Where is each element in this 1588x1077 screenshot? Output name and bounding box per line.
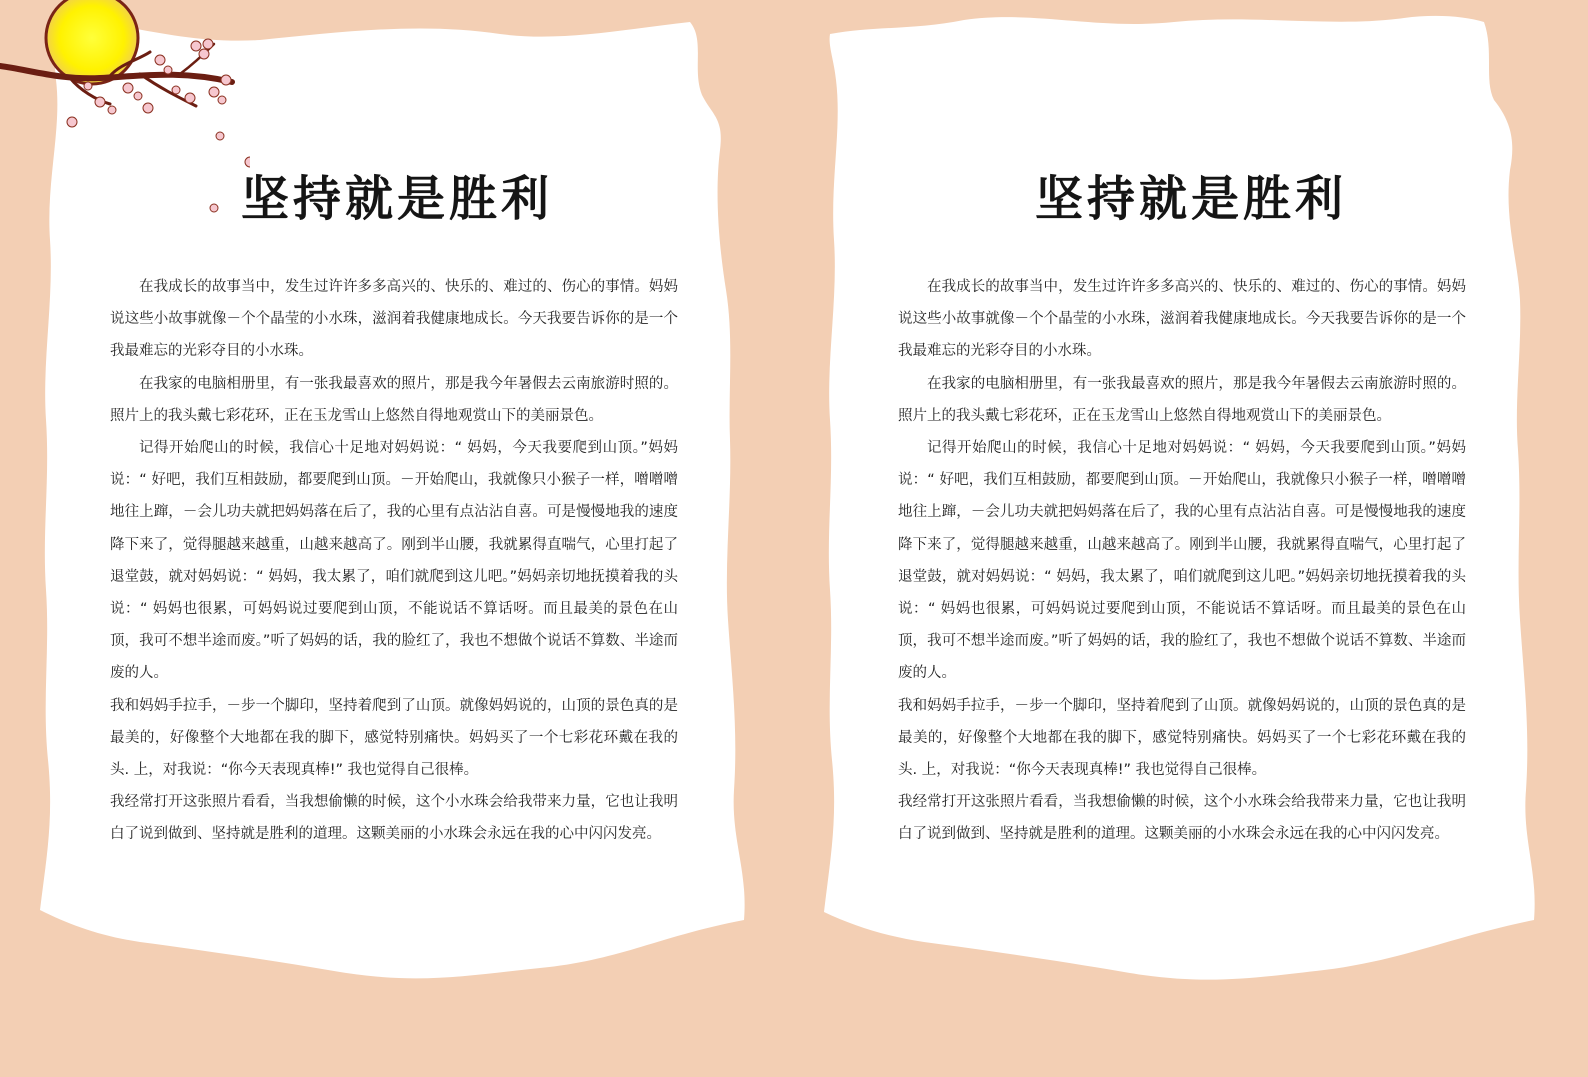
page-title: 坚持就是胜利	[240, 171, 553, 227]
paragraph: 在我家的电脑相册里，有一张我最喜欢的照片，那是我今年暑假去云南旅游时照的。照片上的我头戴七彩花环，正在玉龙雪山上悠然自得地观赏山下的美丽景色。	[898, 375, 1466, 424]
paragraph: 在我成长的故事当中，发生过许许多多高兴的、快乐的、难过的、伤心的事情。妈妈说这些小故事就像－个个晶莹的小水珠，滋润着我健康地成长。今天我要告诉你的是一个我最难忘的光彩夺目的小水珠。	[898, 279, 1466, 360]
article-body	[898, 271, 1466, 851]
paragraph: 我和妈妈手拉手，－步一个脚印，坚持着爬到了山顶。就像妈妈说的，山顶的景色真的是最美的，好像整个大地都在我的脚下，感觉特别痛快。妈妈买了一个七彩花环戴在我的头. 上，对我说：“你今天表现真棒!” 我也觉得自己很棒。	[110, 697, 678, 779]
right-page	[794, 0, 1588, 1077]
paragraph: 我经常打开这张照片看看，当我想偷懒的时候，这个小水珠会给我带来力量，它也让我明白了说到做到、坚持就是胜利的道理。这颗美丽的小水珠会永远在我的心中闪闪发亮。	[898, 794, 1466, 843]
paragraph: 我和妈妈手拉手，－步一个脚印，坚持着爬到了山顶。就像妈妈说的，山顶的景色真的是最美的，好像整个大地都在我的脚下，感觉特别痛快。妈妈买了一个七彩花环戴在我的头. 上，对我说：“你今天表现真棒!” 我也觉得自己很棒。	[898, 697, 1466, 779]
full-moon-icon	[46, 0, 138, 84]
paragraph: 记得开始爬山的时候，我信心十足地对妈妈说：“ 妈妈，今天我要爬到山顶。”妈妈说：“ 好吧，我们互相鼓励，都要爬到山顶。－开始爬山，我就像只小猴子一样，噌噌噌地往上蹿，－会儿功夫就把妈妈落在后了，我的心里有点沾沾自喜。可是慢慢地我的速度降下来了，觉得腿越来越重，山越来越高了。刚到半山腰，我就累得直喘气，心里打起了退堂鼓，就对妈妈说：“ 妈妈，我太累了，咱们就爬到这儿吧。”妈妈亲切地抚摸着我的头说：“ 妈妈也很累，可妈妈说过要爬到山顶，不能说话不算话呀。而且最美的景色在山顶，我可不想半途而废。”听了妈妈的话，我的脸红了，我也不想做个说话不算数、半途而废的人。	[898, 440, 1466, 682]
paragraph: 记得开始爬山的时候，我信心十足地对妈妈说：“ 妈妈，今天我要爬到山顶。”妈妈说：“ 好吧，我们互相鼓励，都要爬到山顶。－开始爬山，我就像只小猴子一样，噌噌噌地往上蹿，－会儿功夫就把妈妈落在后了，我的心里有点沾沾自喜。可是慢慢地我的速度降下来了，觉得腿越来越重，山越来越高了。刚到半山腰，我就累得直喘气，心里打起了退堂鼓，就对妈妈说：“ 妈妈，我太累了，咱们就爬到这儿吧。”妈妈亲切地抚摸着我的头说：“ 妈妈也很累，可妈妈说过要爬到山顶，不能说话不算话呀。而且最美的景色在山顶，我可不想半途而废。”听了妈妈的话，我的脸红了，我也不想做个说话不算数、半途而废的人。	[110, 440, 678, 682]
paragraph: 我经常打开这张照片看看，当我想偷懒的时候，这个小水珠会给我带来力量，它也让我明白了说到做到、坚持就是胜利的道理。这颗美丽的小水珠会永远在我的心中闪闪发亮。	[110, 794, 678, 843]
paragraph: 在我成长的故事当中，发生过许许多多高兴的、快乐的、难过的、伤心的事情。妈妈说这些小故事就像－个个晶莹的小水珠，滋润着我健康地成长。今天我要告诉你的是一个我最难忘的光彩夺目的小水珠。	[110, 279, 678, 360]
article-body	[110, 271, 678, 851]
paragraph: 在我家的电脑相册里，有一张我最喜欢的照片，那是我今年暑假去云南旅游时照的。照片上的我头戴七彩花环，正在玉龙雪山上悠然自得地观赏山下的美丽景色。	[110, 375, 678, 424]
page-title: 坚持就是胜利	[1034, 171, 1347, 227]
